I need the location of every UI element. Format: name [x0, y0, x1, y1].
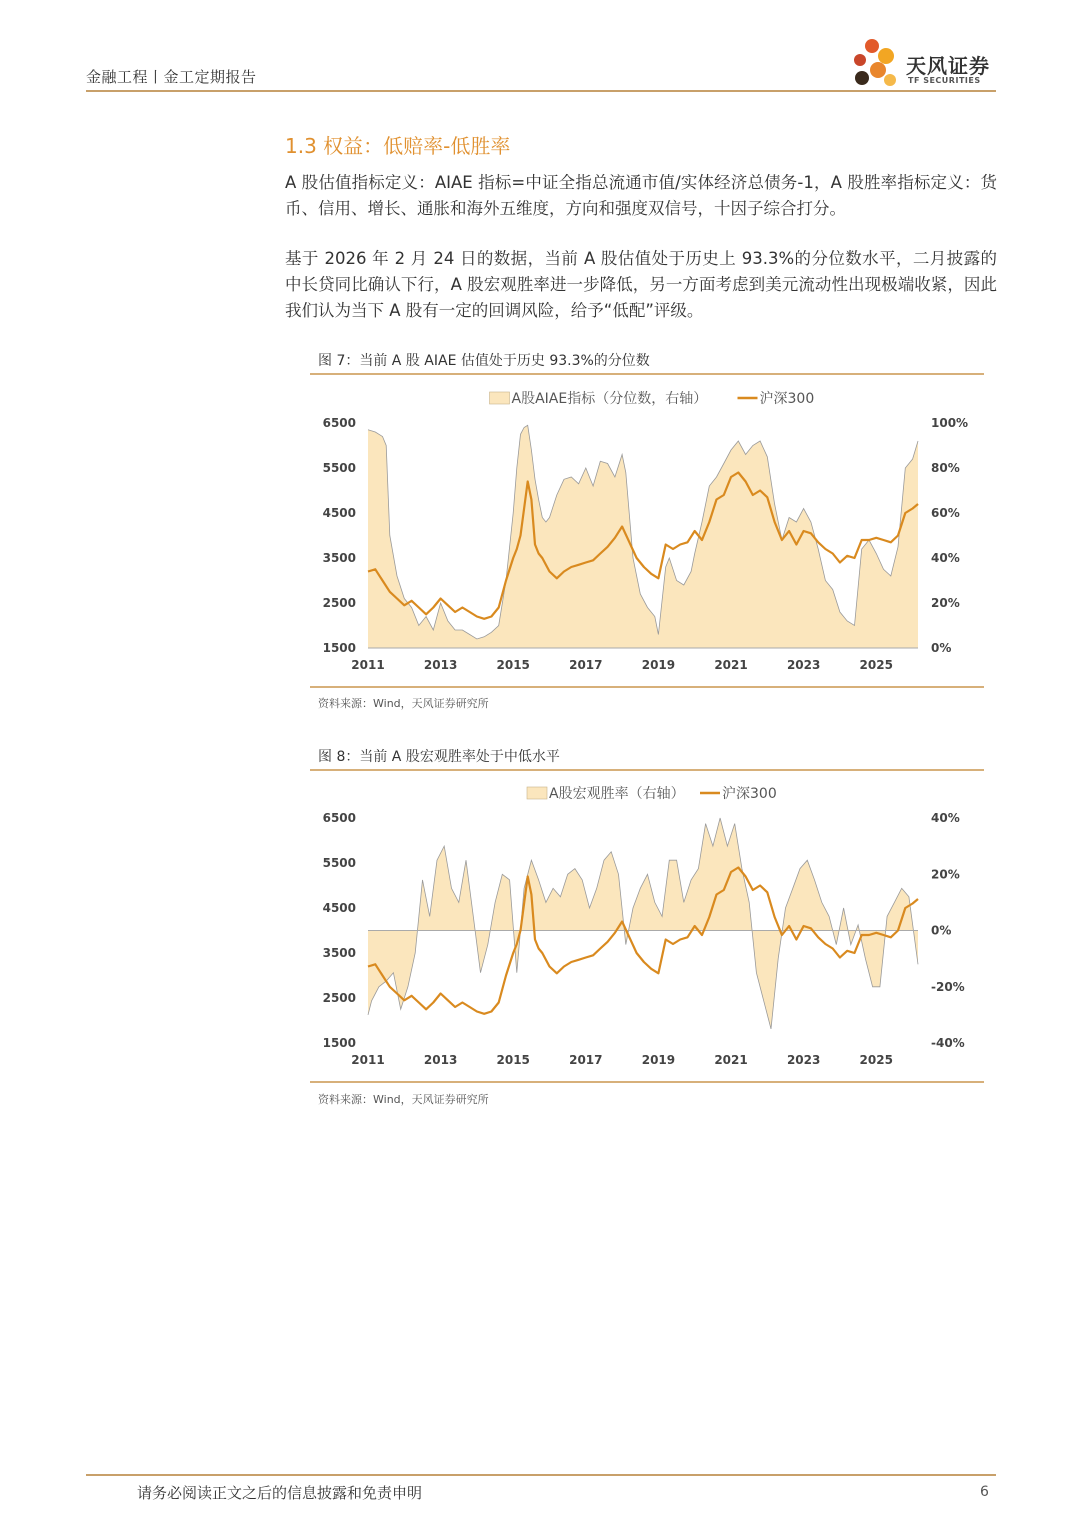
figure7-chart-svg	[310, 380, 984, 680]
header-title: 金融工程丨金工定期报告	[86, 68, 257, 86]
paragraph-definition: A 股估值指标定义：AIAE 指标=中证全指总流通市值/实体经济总债务-1，A 股胜率指标定义：货币、信用、增长、通胀和海外五维度，方向和强度双信号，十因子综合打分。	[285, 173, 997, 218]
x-tick-label: 2019	[641, 658, 676, 672]
y-left-tick-label: 4500	[322, 506, 356, 520]
x-tick-label: 2025	[859, 1053, 893, 1067]
x-tick-label: 2019	[641, 1053, 676, 1067]
figure8-chart	[310, 775, 984, 1075]
logo-chinese-name: 天风证券	[906, 54, 990, 78]
company-logo	[850, 36, 1000, 92]
y-left-tick-label: 6500	[322, 811, 356, 825]
hs300-line	[368, 473, 918, 619]
area-series-fill	[368, 425, 918, 648]
figure8-chart-svg	[310, 775, 984, 1075]
y-left-tick-label: 6500	[322, 416, 356, 430]
figure7-title: 图 7：当前 A 股 AIAE 估值处于历史 93.3%的分位数	[318, 353, 650, 369]
footer-divider	[86, 1474, 996, 1476]
logo-english-name: TF SECURITIES	[908, 76, 981, 85]
chart-legend	[527, 785, 777, 802]
legend-line-label: 沪深300	[722, 786, 777, 802]
y-right-tick-label: 80%	[931, 461, 960, 475]
y-right-tick-label: 0%	[931, 641, 952, 655]
y-left-tick-label: 3500	[322, 551, 356, 565]
y-left-tick-label: 5500	[322, 856, 356, 870]
x-tick-label: 2023	[786, 658, 821, 672]
y-left-tick-label: 1500	[322, 1036, 356, 1050]
x-tick-label: 2013	[423, 658, 458, 672]
y-left-tick-label: 1500	[322, 641, 356, 655]
y-right-tick-label: 40%	[931, 551, 960, 565]
legend-area-swatch	[490, 392, 510, 404]
legend-line-label: 沪深300	[759, 391, 815, 407]
y-right-tick-label: -20%	[931, 979, 965, 994]
figure8-top-rule	[310, 769, 984, 771]
section-title: 1.3 权益：低赔率-低胜率	[285, 134, 511, 158]
logo-flower-icon	[850, 36, 906, 92]
y-left-tick-label: 5500	[322, 461, 356, 475]
x-tick-label: 2015	[496, 1053, 530, 1067]
y-right-tick-label: -40%	[931, 1036, 965, 1050]
figure8-bottom-rule	[310, 1081, 984, 1083]
paragraph-conclusion: 基于 2026 年 2 月 24 日的数据，当前 A 股估值处于历史上 93.3%的分位数水平，二月披露的中长贷同比确认下行，A 股宏观胜率进一步降低，另一方面考虑到美元流动性出现极端收紧，因此我们认为当下 A 股有一定的回调风险，给予“低配”评级。	[285, 249, 997, 320]
x-tick-label: 2011	[351, 658, 385, 672]
y-left-tick-label: 4500	[322, 901, 356, 915]
y-left-tick-label: 2500	[322, 991, 356, 1005]
figure7-bottom-rule	[310, 686, 984, 688]
y-left-tick-label: 3500	[322, 946, 356, 960]
x-tick-label: 2017	[569, 1053, 603, 1067]
x-tick-label: 2015	[496, 658, 530, 672]
x-tick-label: 2021	[714, 1053, 748, 1067]
y-right-tick-label: 40%	[931, 811, 960, 825]
legend-area-label: A股AIAE指标（分位数，右轴）	[511, 391, 708, 407]
legend-area-label: A股宏观胜率（右轴）	[549, 786, 685, 802]
y-right-tick-label: 100%	[931, 416, 969, 430]
x-tick-label: 2011	[351, 1053, 385, 1067]
footer-disclaimer: 请务必阅读正文之后的信息披露和免责申明	[137, 1484, 423, 1502]
x-tick-label: 2013	[423, 1053, 458, 1067]
chart-legend	[490, 390, 815, 407]
figure7-chart	[310, 380, 984, 680]
y-right-tick-label: 20%	[931, 867, 960, 882]
x-tick-label: 2023	[786, 1053, 821, 1067]
figure8-title: 图 8：当前 A 股宏观胜率处于中低水平	[318, 749, 560, 765]
area-series-fill	[368, 818, 918, 1029]
page-number: 6	[980, 1484, 989, 1500]
legend-area-swatch	[527, 787, 547, 799]
figure8-source: 资料来源：Wind，天风证券研究所	[318, 1093, 489, 1106]
figure7-source: 资料来源：Wind，天风证券研究所	[318, 697, 489, 710]
y-right-tick-label: 60%	[931, 506, 960, 520]
x-tick-label: 2025	[859, 658, 893, 672]
x-tick-label: 2017	[569, 658, 603, 672]
y-right-tick-label: 20%	[931, 596, 960, 610]
figure7-top-rule	[310, 373, 984, 375]
y-left-tick-label: 2500	[322, 596, 356, 610]
x-tick-label: 2021	[714, 658, 748, 672]
y-right-tick-label: 0%	[931, 923, 952, 938]
